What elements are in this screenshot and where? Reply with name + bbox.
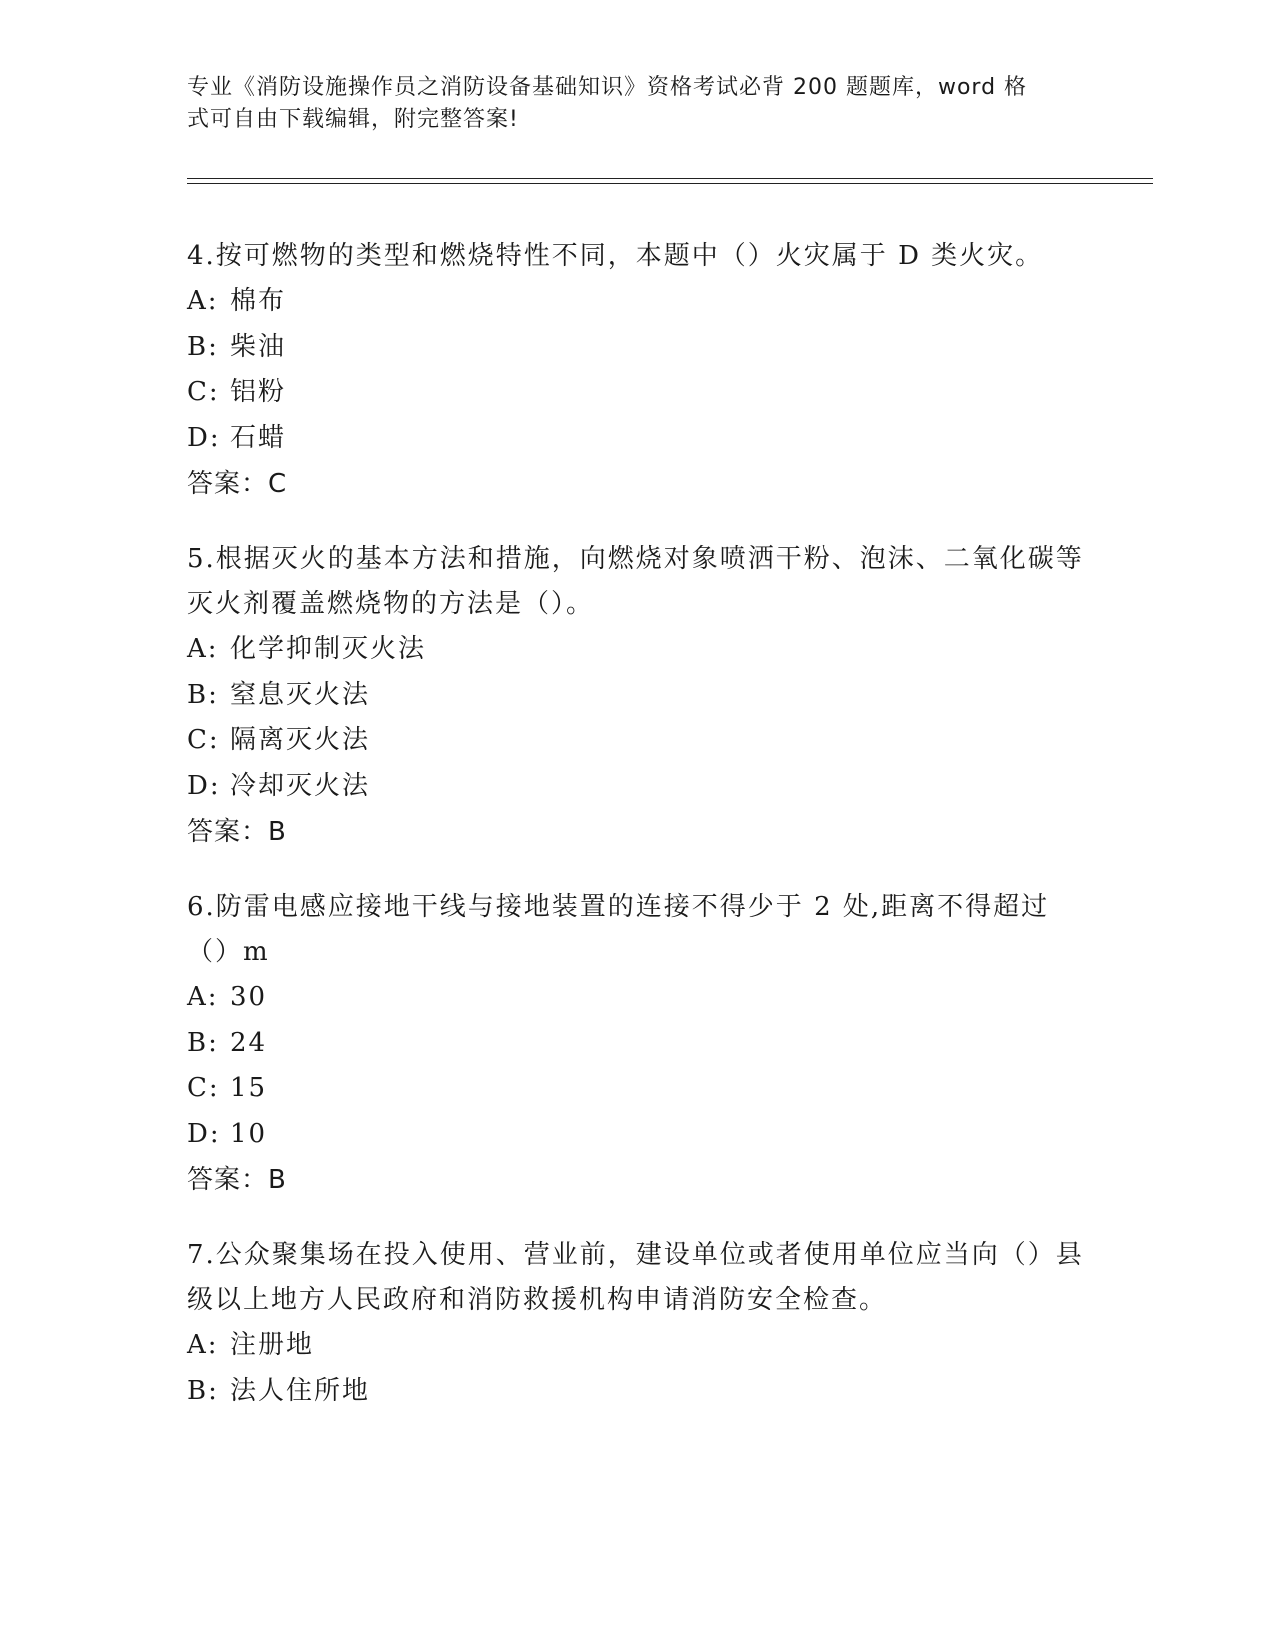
option-text: 柴油 [230,331,287,362]
option-d [187,416,1087,462]
answer-line: 答案：B [187,1165,287,1195]
option-b [187,325,1087,371]
option-text: 10 [230,1118,268,1149]
option-letter: D: [187,422,221,453]
document-header [187,72,1087,136]
option-letter: A: [187,286,219,316]
question-text: 5.根据灭火的基本方法和措施，向燃烧对象喷洒干粉、泡沫、二氧化碳等灭火剂覆盖燃烧物的方法是（）。 [187,544,1084,619]
option-text: 冷却灭火法 [230,770,371,801]
option-d [187,764,1087,810]
option-letter: B: [187,679,219,710]
answer-line: 答案：B [187,817,287,847]
header-divider-bottom [187,183,1153,184]
option-letter: B: [187,1027,219,1058]
option-a [187,279,1087,325]
header-line-2: 式可自由下载编辑，附完整答案! [187,107,519,132]
option-letter: C: [187,377,220,407]
option-text: 棉布 [230,286,287,316]
option-text: 30 [230,982,268,1012]
option-text: 24 [230,1027,268,1058]
option-c [187,1066,1087,1112]
option-c [187,370,1087,416]
option-letter: B: [187,1375,219,1406]
option-letter: A: [187,982,219,1012]
option-text: 窒息灭火法 [230,679,371,710]
option-letter: C: [187,725,220,755]
option-a [187,627,1087,673]
option-letter: D: [187,1118,221,1149]
option-letter: A: [187,634,219,664]
option-letter: A: [187,1330,219,1360]
option-letter: D: [187,770,221,801]
question-7 [187,1233,1087,1414]
question-4 [187,234,1087,507]
option-text: 化学抑制灭火法 [230,634,427,664]
question-text: 6.防雷电感应接地干线与接地装置的连接不得少于 2 处,距离不得超过（）m [187,892,1050,967]
option-text: 石蜡 [230,422,287,453]
option-letter: C: [187,1073,220,1103]
question-list [187,234,1087,1444]
option-a [187,1323,1087,1369]
question-text: 7.公众聚集场在投入使用、营业前，建设单位或者使用单位应当向（）县级以上地方人民政府和消防救援机构申请消防安全检查。 [187,1240,1084,1315]
header-divider-top [187,178,1153,179]
option-text: 15 [230,1073,268,1103]
option-b [187,673,1087,719]
option-text: 隔离灭火法 [230,725,371,755]
option-letter: B: [187,331,219,362]
option-c [187,718,1087,764]
question-5 [187,537,1087,855]
option-text: 注册地 [230,1330,315,1360]
answer-line: 答案：C [187,469,288,499]
header-line-1: 专业《消防设施操作员之消防设备基础知识》资格考试必背 200 题题库，word 格 [187,75,1028,100]
option-a [187,975,1087,1021]
option-text: 铝粉 [230,377,287,407]
option-b [187,1021,1087,1067]
option-d [187,1112,1087,1158]
option-text: 法人住所地 [230,1375,371,1406]
question-6 [187,885,1087,1203]
option-b [187,1369,1087,1415]
question-text: 4.按可燃物的类型和燃烧特性不同，本题中（）火灾属于 D 类火灾。 [187,241,1044,271]
